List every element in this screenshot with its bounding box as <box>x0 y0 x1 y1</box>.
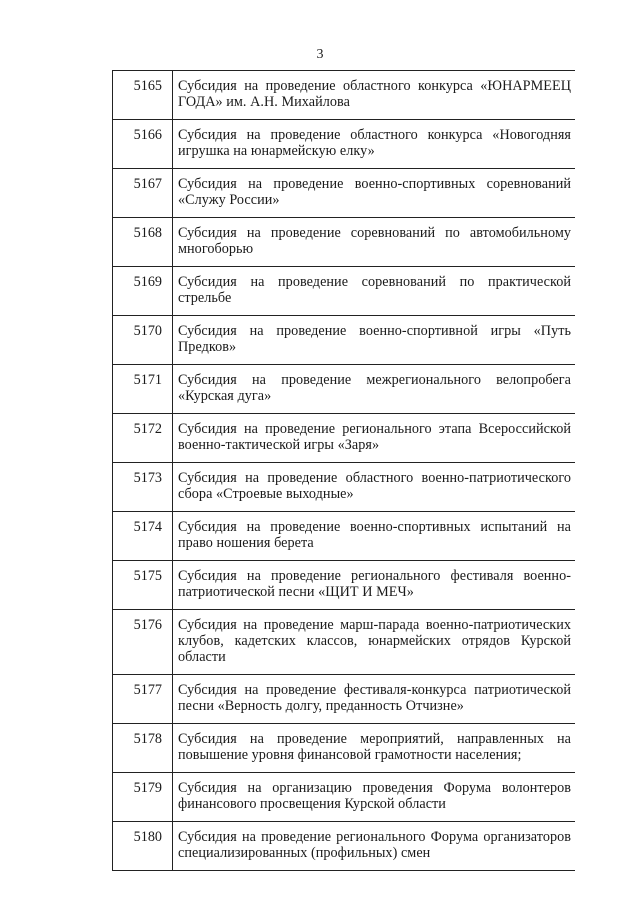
subsidy-code: 5178 <box>113 724 173 773</box>
subsidy-code: 5180 <box>113 822 173 871</box>
table-row <box>113 267 576 316</box>
subsidy-code: 5169 <box>113 267 173 316</box>
table-row <box>113 822 576 871</box>
subsidy-description: Субсидия на проведение военно-спортивных соревнований «Служу России» <box>173 169 576 218</box>
subsidy-description: Субсидия на проведение военно-спортивной игры «Путь Предков» <box>173 316 576 365</box>
subsidy-description: Субсидия на проведение мероприятий, направленных на повышение уровня финансовой грамотности населения; <box>173 724 576 773</box>
subsidy-table <box>112 70 575 871</box>
subsidy-code: 5171 <box>113 365 173 414</box>
table-row <box>113 561 576 610</box>
subsidy-description: Субсидия на проведение соревнований по практической стрельбе <box>173 267 576 316</box>
subsidy-code: 5167 <box>113 169 173 218</box>
table-row <box>113 169 576 218</box>
subsidy-description: Субсидия на проведение областного военно-патриотического сбора «Строевые выходные» <box>173 463 576 512</box>
subsidy-code: 5166 <box>113 120 173 169</box>
subsidy-description: Субсидия на проведение регионального Форума организаторов специализированных (профильных) смен <box>173 822 576 871</box>
subsidy-code: 5179 <box>113 773 173 822</box>
subsidy-description: Субсидия на проведение фестиваля-конкурса патриотической песни «Верность долгу, преданность Отчизне» <box>173 675 576 724</box>
page-number: 3 <box>316 47 324 62</box>
table-row <box>113 610 576 675</box>
subsidy-code: 5175 <box>113 561 173 610</box>
table-row <box>113 463 576 512</box>
subsidy-description: Субсидия на организацию проведения Форума волонтеров финансового просвещения Курской области <box>173 773 576 822</box>
table-row <box>113 365 576 414</box>
subsidy-description: Субсидия на проведение регионального фестиваля военно-патриотической песни «ЩИТ И МЕЧ» <box>173 561 576 610</box>
table-row <box>113 120 576 169</box>
subsidy-description: Субсидия на проведение межрегионального велопробега «Курская дуга» <box>173 365 576 414</box>
subsidy-code: 5172 <box>113 414 173 463</box>
subsidy-code: 5177 <box>113 675 173 724</box>
table-row <box>113 675 576 724</box>
table-row <box>113 724 576 773</box>
subsidy-table-container <box>112 70 575 905</box>
subsidy-description: Субсидия на проведение марш-парада военно-патриотических клубов, кадетских классов, юнармейских отрядов Курской области <box>173 610 576 675</box>
table-row <box>113 71 576 120</box>
table-row <box>113 316 576 365</box>
subsidy-description: Субсидия на проведение соревнований по автомобильному многоборью <box>173 218 576 267</box>
table-row <box>113 512 576 561</box>
subsidy-description: Субсидия на проведение военно-спортивных испытаний на право ношения берета <box>173 512 576 561</box>
subsidy-code: 5173 <box>113 463 173 512</box>
subsidy-code: 5168 <box>113 218 173 267</box>
table-row <box>113 414 576 463</box>
subsidy-description: Субсидия на проведение областного конкурса «ЮНАРМЕЕЦ ГОДА» им. А.Н. Михайлова <box>173 71 576 120</box>
subsidy-code: 5176 <box>113 610 173 675</box>
subsidy-code: 5170 <box>113 316 173 365</box>
table-row <box>113 218 576 267</box>
table-row <box>113 773 576 822</box>
subsidy-code: 5174 <box>113 512 173 561</box>
subsidy-code: 5165 <box>113 71 173 120</box>
subsidy-description: Субсидия на проведение регионального этапа Всероссийской военно-тактической игры «Заря» <box>173 414 576 463</box>
subsidy-description: Субсидия на проведение областного конкурса «Новогодняя игрушка на юнармейскую елку» <box>173 120 576 169</box>
